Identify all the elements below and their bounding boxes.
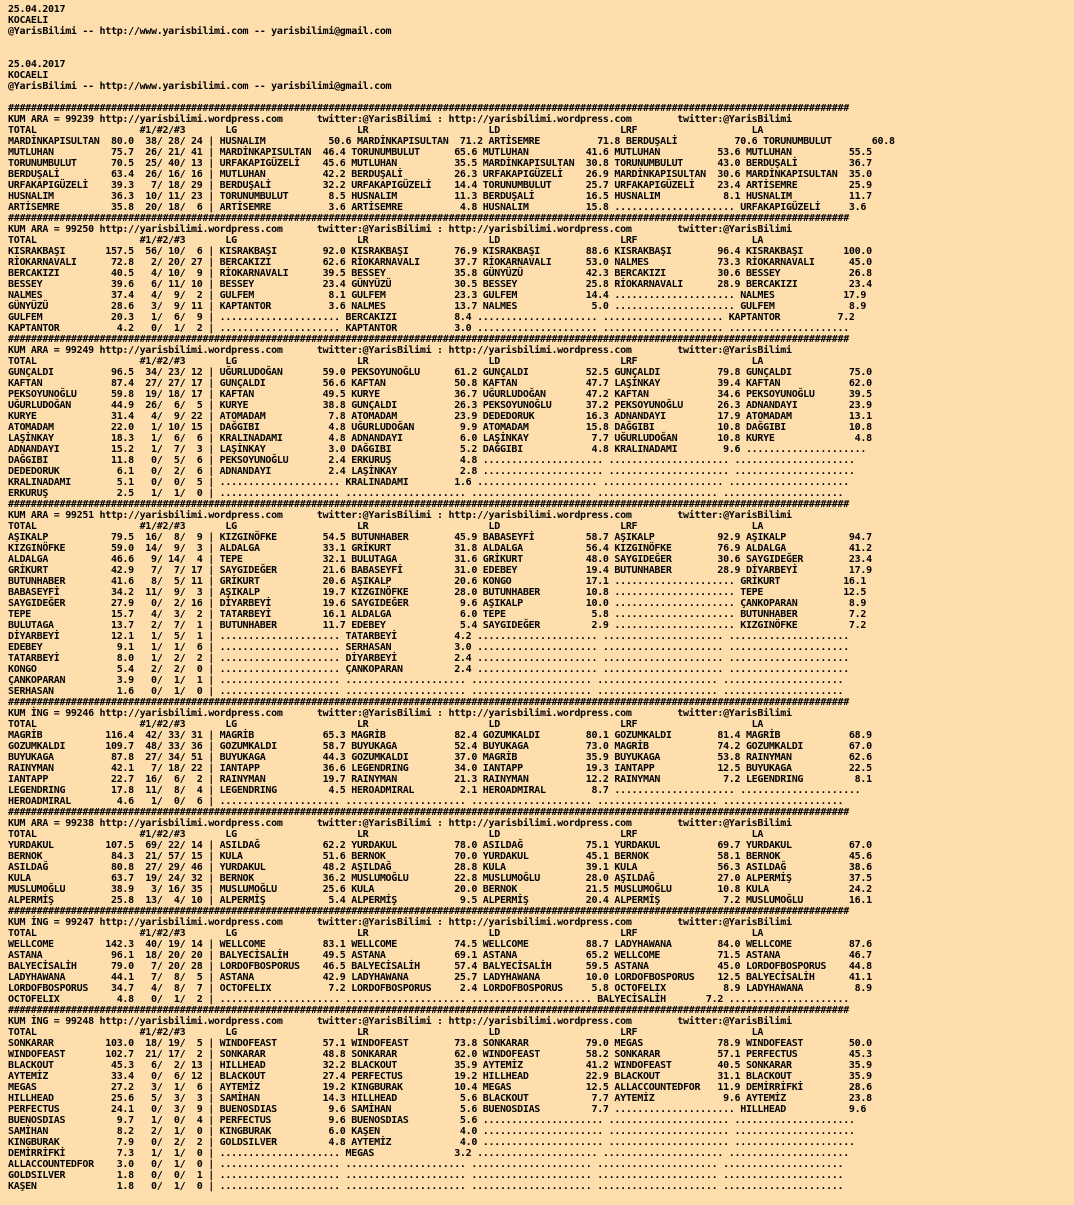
text-line: KIZGINÖFKE 59.0 14/ 9/ 3 | ALDALGA 33.1 GRİKURT 31.8 ALDALGA 56.4 KIZGINÖFKE 76.9 ALDALGA 41.2 [8,543,872,554]
text-line: KUM ARA = 99249 http://yarisbilimi.wordpress.com twitter:@YarisBilimi : http://yarisbilimi.wordpress.com twitter:@YarisBilimi [8,345,792,356]
text-line: BUTUNHABER 41.6 8/ 5/ 11 | GRİKURT 20.6 AŞIKALP 20.6 KONGO 17.1 ..................... GRİKURT 16.1 [8,576,867,587]
text-line: ################################################################################################################################################### [8,213,849,224]
text-line: NALMES 37.4 4/ 9/ 2 | GULFEM 8.1 GULFEM 23.3 GULFEM 14.4 ..................... NALMES 17.9 [8,290,867,301]
text-line: WELLCOME 142.3 40/ 19/ 14 | WELLCOME 83.1 WELLCOME 74.5 WELLCOME 88.7 LADYHAWANA 84.0 WELLCOME 87.6 [8,939,872,950]
text-line: KUM ARA = 99250 http://yarisbilimi.wordpress.com twitter:@YarisBilimi : http://yarisbilimi.wordpress.com twitter:@YarisBilimi [8,224,792,235]
text-line: ARTİSEMRE 35.8 20/ 18/ 6 | ARTİSEMRE 3.6 ARTİSEMRE 4.8 HUSNALIM 15.8 ..................... URFAKAPIGÜZELİ 3.6 [8,202,867,213]
text-line: SONKARAR 103.0 18/ 19/ 5 | WINDOFEAST 57.1 WINDOFEAST 73.8 SONKARAR 79.0 MEGAS 78.9 WINDOFEAST 50.0 [8,1038,872,1049]
text-line: BERNOK 84.3 21/ 57/ 15 | KULA 51.6 BERNOK 70.0 YURDAKUL 45.1 BERNOK 58.1 BERNOK 45.6 [8,851,872,862]
text-line: KULA 63.7 19/ 24/ 32 | BERNOK 36.2 MUSLUMOĞLU 22.8 MUSLUMOĞLU 28.0 AŞILDAĞ 27.0 ALPERMİŞ 37.5 [8,873,872,884]
text-line: KAŞEN 1.8 0/ 1/ 0 | ..................... ..................... ..................... ..................... ..................... [8,1181,844,1192]
text-line: ALDALGA 46.6 9/ 14/ 4 | TEPE 32.1 BULUTAGA 31.6 GRİKURT 48.0 SAYGIDEĞER 30.6 SAYGIDEĞER 23.4 [8,554,872,565]
text-line: MUTLUHAN 75.7 26/ 21/ 41 | MARDİNKAPISULTAN 46.4 TORUNUMBULUT 65.6 MUTLUHAN 41.6 MUTLUHAN 53.6 MUTLUHAN 55.5 [8,147,872,158]
text-line: TOTAL #1/#2/#3 LG LR LD LRF LA [8,356,764,367]
text-line: KOCAELI [8,70,49,81]
text-line: ################################################################################################################################################### [8,697,849,708]
text-line: TOTAL #1/#2/#3 LG LR LD LRF LA [8,521,764,532]
text-line: AŞIKALP 79.5 16/ 8/ 9 | KIZGINÖFKE 54.5 BUTUNHABER 45.9 BABASEYFİ 58.7 AŞIKALP 92.9 AŞIKALP 94.7 [8,532,872,543]
text-line: AYTEMİZ 33.4 0/ 6/ 12 | BLACKOUT 27.4 PERFECTUS 19.2 HILLHEAD 22.9 BLACKOUT 31.1 BLACKOUT 35.9 [8,1071,872,1082]
text-line: ################################################################################################################################################### [8,499,849,510]
text-line: ALLACCOUNTEDFOR 3.0 0/ 1/ 0 | ..................... ..................... ..................... ..................... ..................... [8,1159,844,1170]
text-line: KISRAKBAŞI 157.5 56/ 10/ 6 | KISRAKBAŞI 92.0 KISRAKBAŞI 76.9 KISRAKBAŞI 88.6 KISRAKBAŞI 96.4 KISRAKBAŞI 100.0 [8,246,872,257]
text-line: BULUTAGA 13.7 2/ 7/ 1 | BUTUNHABER 11.7 EDEBEY 5.4 SAYGIDEĞER 2.9 ..................... KIZGINÖFKE 7.2 [8,620,867,631]
text-line: KUM ARA = 99251 http://yarisbilimi.wordpress.com twitter:@YarisBilimi : http://yarisbilimi.wordpress.com twitter:@YarisBilimi [8,510,792,521]
text-line: BESSEY 39.6 6/ 11/ 10 | BESSEY 23.4 GÜNYÜZÜ 30.5 BESSEY 25.8 RİOKARNAVALI 28.9 BERCAKIZI 23.4 [8,279,872,290]
text-line: LADYHAWANA 44.1 7/ 8/ 5 | ASTANA 42.9 LADYHAWANA 25.7 LADYHAWANA 10.0 LORDOFBOSPORUS 12.5 BALYECİSALİH 41.1 [8,972,872,983]
text-line: LORDOFBOSPORUS 34.7 4/ 8/ 7 | OCTOFELIX 7.2 LORDOFBOSPORUS 2.4 LORDOFBOSPORUS 5.8 OCTOFELIX 8.9 LADYHAWANA 8.9 [8,983,872,994]
text-line: TOTAL #1/#2/#3 LG LR LD LRF LA [8,719,764,730]
text-line: KONGO 5.4 2/ 2/ 0 | ..................... ÇANKOPARAN 2.4 ..................... ..................... ..................... [8,664,849,675]
text-line: MUSLUMOĞLU 38.9 3/ 16/ 35 | MUSLUMOĞLU 25.6 KULA 20.0 BERNOK 21.5 MUSLUMOĞLU 10.8 KULA 24.2 [8,884,872,895]
text-line: EDEBEY 9.1 1/ 1/ 6 | ..................... SERHASAN 3.0 ..................... ..................... ..................... [8,642,849,653]
text-line: MARDİNKAPISULTAN 80.0 38/ 28/ 24 | HUSNALIM 50.6 MARDİNKAPISULTAN 71.2 ARTİSEMRE 71.8 BERDUŞALİ 70.6 TORUNUMBULUT 60.8 [8,136,895,147]
text-line: 25.04.2017 [8,59,66,70]
text-line: HEROADMIRAL 4.6 1/ 0/ 6 | ..................... ..................... ..................... ..................... ..................... [8,796,844,807]
text-line: KUM ARA = 99239 http://yarisbilimi.wordpress.com twitter:@YarisBilimi : http://yarisbilimi.wordpress.com twitter:@YarisBilimi [8,114,792,125]
text-line: TOTAL #1/#2/#3 LG LR LD LRF LA [8,928,764,939]
text-line: KURYE 31.4 4/ 9/ 22 | ATOMADAM 7.8 ATOMADAM 23.9 DEDEDORUK 16.3 ADNANDAYI 17.9 ATOMADAM 13.1 [8,411,872,422]
text-line: IANTAPP 22.7 16/ 6/ 2 | RAINYMAN 19.7 RAINYMAN 21.3 RAINYMAN 12.2 RAINYMAN 7.2 LEGENDRING 8.1 [8,774,872,785]
text-line: TOTAL #1/#2/#3 LG LR LD LRF LA [8,125,764,136]
text-line: LAŞİNKAY 18.3 1/ 6/ 6 | KRALINADAMI 4.8 ADNANDAYI 6.0 LAŞİNKAY 7.7 UĞURLUDOĞAN 10.8 KURYE 4.8 [8,433,872,444]
text-line: @YarisBilimi -- http://www.yarisbilimi.com -- yarisbilimi@gmail.com [8,81,392,92]
text-line: KAFTAN 87.4 27/ 27/ 17 | GUNÇALDI 56.6 KAFTAN 50.8 KAFTAN 47.7 LAŞİNKAY 39.4 KAFTAN 62.0 [8,378,872,389]
text-line: DEDEDORUK 6.1 0/ 2/ 6 | ADNANDAYI 2.4 LAŞİNKAY 2.8 ..................... ..................... ..................... [8,466,855,477]
text-line: KAPTANTOR 4.2 0/ 1/ 2 | ..................... KAPTANTOR 3.0 ..................... ..................... ..................... [8,323,849,334]
text-line: GRİKURT 42.9 7/ 7/ 17 | SAYGIDEĞER 21.6 BABASEYFİ 31.0 EDEBEY 19.4 BUTUNHABER 28.9 DİYARBEYİ 17.9 [8,565,872,576]
text-line: HILLHEAD 25.6 5/ 3/ 3 | SAMİHAN 14.3 HILLHEAD 5.6 BLACKOUT 7.7 AYTEMİZ 9.6 AYTEMİZ 23.8 [8,1093,872,1104]
text-line: @YarisBilimi -- http://www.yarisbilimi.com -- yarisbilimi@gmail.com [8,26,392,37]
text-line: ASTANA 96.1 18/ 20/ 20 | BALYECİSALİH 49.5 ASTANA 69.1 ASTANA 65.2 WELLCOME 71.5 ASTANA 46.7 [8,950,872,961]
text-line: PERFECTUS 24.1 0/ 3/ 9 | BUENOSDIAS 9.6 SAMİHAN 5.6 BUENOSDIAS 7.7 ..................... HILLHEAD 9.6 [8,1104,867,1115]
text-line: PEKSOYUNOĞLU 59.8 19/ 18/ 17 | KAFTAN 49.5 KURYE 36.7 UĞURLUDOĞAN 47.2 KAFTAN 34.6 PEKSOYUNOĞLU 39.5 [8,389,872,400]
text-line: TATARBEYİ 8.0 1/ 2/ 2 | ..................... DİYARBEYİ 2.4 ..................... ..................... ..................... [8,653,849,664]
text-line: ################################################################################################################################################### [8,334,849,345]
text-line: DEMİRRİFKİ 7.3 1/ 1/ 0 | ..................... MEGAS 3.2 ..................... ..................... ..................... [8,1148,849,1159]
text-line: BALYECİSALİH 79.0 7/ 20/ 28 | LORDOFBOSPORUS 46.5 BALYECİSALİH 57.4 BALYECİSALİH 59.5 ASTANA 45.0 LORDOFBOSPORUS 44.8 [8,961,872,972]
text-line: ERKURUŞ 2.5 1/ 1/ 0 | ..................... ..................... ..................... ..................... ..................... [8,488,844,499]
text-line: SAMİHAN 8.2 2/ 1/ 0 | KINGBURAK 6.0 KAŞEN 4.0 ..................... ..................... ..................... [8,1126,855,1137]
text-line: GOZUMKALDI 109.7 48/ 33/ 36 | GOZUMKALDI 58.7 BUYUKAGA 52.4 BUYUKAGA 73.0 MAGRİB 74.2 GOZUMKALDI 67.0 [8,741,872,752]
text-line [8,92,1074,103]
text-line: KOCAELI [8,15,49,26]
text-line: GÜNYÜZÜ 28.6 3/ 9/ 11 | KAPTANTOR 3.6 NALMES 13.7 NALMES 5.0 ..................... GULFEM 8.9 [8,301,867,312]
text-line: KUM İNG = 99248 http://yarisbilimi.wordpress.com twitter:@YarisBilimi : http://yarisbilimi.wordpress.com twitter:@YarisBilimi [8,1016,792,1027]
text-line: GULFEM 20.3 1/ 6/ 9 | ..................... BERCAKIZI 8.4 ..................... ..................... KAPTANTOR 7.2 [8,312,855,323]
text-line: TOTAL #1/#2/#3 LG LR LD LRF LA [8,829,764,840]
text-line: TOTAL #1/#2/#3 LG LR LD LRF LA [8,1027,764,1038]
text-line [8,48,1074,59]
text-line: SERHASAN 1.6 0/ 1/ 0 | ..................... ..................... ..................... ..................... ..................... [8,686,844,697]
text-line: MEGAS 27.2 3/ 1/ 6 | AYTEMİZ 19.2 KINGBURAK 10.4 MEGAS 12.5 ALLACCOUNTEDFOR 11.9 DEMİRRİFKİ 28.6 [8,1082,872,1093]
text-line: ADNANDAYI 15.2 1/ 7/ 3 | LAŞİNKAY 3.0 DAĞGIBI 5.2 DAĞGIBI 4.8 KRALINADAMI 9.6 ..................... [8,444,867,455]
text-line: ################################################################################################################################################### [8,103,849,114]
text-line: BUENOSDIAS 9.7 1/ 0/ 4 | PERFECTUS 9.6 BUENOSDIAS 5.6 ..................... ..................... ..................... [8,1115,855,1126]
text-line: WINDOFEAST 102.7 21/ 17/ 2 | SONKARAR 48.8 SONKARAR 62.0 WINDOFEAST 58.2 SONKARAR 57.1 PERFECTUS 45.3 [8,1049,872,1060]
text-line: BUYUKAGA 87.8 27/ 34/ 51 | BUYUKAGA 44.3 GOZUMKALDI 37.0 MAGRİB 35.9 BUYUKAGA 53.8 RAINYMAN 62.6 [8,752,872,763]
text-line: SAYGIDEĞER 27.9 0/ 2/ 16 | DİYARBEYİ 19.6 SAYGIDEĞER 9.6 AŞIKALP 10.0 ..................... ÇANKOPARAN 8.9 [8,598,867,609]
text-line: 25.04.2017 [8,4,66,15]
text-line: BLACKOUT 45.3 6/ 2/ 13 | HILLHEAD 32.2 BLACKOUT 35.9 AYTEMİZ 41.2 WINDOFEAST 40.5 SONKARAR 35.9 [8,1060,872,1071]
text-line: ATOMADAM 22.0 1/ 10/ 15 | DAĞGIBI 4.8 UĞURLUDOĞAN 9.9 ATOMADAM 15.8 DAĞGIBI 10.8 DAĞGIBI 10.8 [8,422,872,433]
text-line: KUM İNG = 99246 http://yarisbilimi.wordpress.com twitter:@YarisBilimi : http://yarisbilimi.wordpress.com twitter:@YarisBilimi [8,708,792,719]
text-line: GOLDSILVER 1.8 0/ 0/ 1 | ..................... ..................... ..................... ..................... ..................... [8,1170,844,1181]
text-line: KUM ARA = 99238 http://yarisbilimi.wordpress.com twitter:@YarisBilimi : http://yarisbilimi.wordpress.com twitter:@YarisBilimi [8,818,792,829]
text-line: RİOKARNAVALI 72.8 2/ 20/ 27 | BERCAKIZI 62.6 RİOKARNAVALI 37.7 RİOKARNAVALI 53.0 NALMES 73.3 RİOKARNAVALI 45.0 [8,257,872,268]
text-line: MAGRİB 116.4 42/ 33/ 31 | MAGRİB 65.3 MAGRİB 82.4 GOZUMKALDI 80.1 GOZUMKALDI 81.4 MAGRİB 68.9 [8,730,872,741]
text-line: KINGBURAK 7.9 0/ 2/ 2 | GOLDSILVER 4.8 AYTEMİZ 4.0 ..................... ..................... ..................... [8,1137,855,1148]
text-line: DİYARBEYİ 12.1 1/ 5/ 1 | ..................... TATARBEYİ 4.2 ..................... ..................... ..................... [8,631,849,642]
text-line: KRALINADAMI 5.1 0/ 0/ 5 | ..................... KRALINADAMI 1.6 ..................... ..................... ..................... [8,477,849,488]
text-line: OCTOFELIX 4.8 0/ 1/ 2 | ..................... ..................... ..................... BALYECİSALİH 7.2 ..................... [8,994,849,1005]
text-line: URFAKAPIGÜZELİ 39.3 7/ 18/ 29 | BERDUŞALİ 32.2 URFAKAPIGÜZELİ 14.4 TORUNUMBULUT 25.7 URFAKAPIGÜZELİ 23.4 ARTİSEMRE 25.9 [8,180,872,191]
text-line: BABASEYFİ 34.2 11/ 9/ 3 | AŞIKALP 19.7 KIZGINÖFKE 28.0 BUTUNHABER 10.8 ..................... TEPE 12.5 [8,587,867,598]
text-line: TOTAL #1/#2/#3 LG LR LD LRF LA [8,235,764,246]
text-line: LEGENDRING 17.8 11/ 8/ 4 | LEGENDRING 4.5 HEROADMIRAL 2.1 HEROADMIRAL 8.7 ..................... ..................... [8,785,861,796]
text-line: RAINYMAN 42.1 7/ 18/ 22 | IANTAPP 36.6 LEGENDRING 34.0 IANTAPP 19.3 IANTAPP 12.5 BUYUKAGA 22.5 [8,763,872,774]
text-line: BERCAKIZI 40.5 4/ 10/ 9 | RİOKARNAVALI 39.5 BESSEY 35.8 GÜNYÜZÜ 42.3 BERCAKIZI 30.6 BESSEY 26.8 [8,268,872,279]
text-line: BERDUŞALİ 63.4 26/ 16/ 16 | MUTLUHAN 42.2 BERDUŞALİ 26.3 URFAKAPIGÜZELİ 26.9 MARDİNKAPISULTAN 30.6 MARDİNKAPISULTAN 35.0 [8,169,872,180]
text-line: KUM İNG = 99247 http://yarisbilimi.wordpress.com twitter:@YarisBilimi : http://yarisbilimi.wordpress.com twitter:@YarisBilimi [8,917,792,928]
text-line: ################################################################################################################################################### [8,906,849,917]
text-line: UĞURLUDOĞAN 44.9 26/ 6/ 5 | KURYE 38.8 GUNÇALDI 26.3 PEKSOYUNOĞLU 37.2 PEKSOYUNOĞLU 26.3 ADNANDAYI 23.9 [8,400,872,411]
text-line: ALPERMİŞ 25.8 13/ 4/ 10 | ALPERMİŞ 5.4 ALPERMİŞ 9.5 ALPERMİŞ 20.4 ALPERMİŞ 7.2 MUSLUMOĞLU 16.1 [8,895,872,906]
text-line: ################################################################################################################################################### [8,1005,849,1016]
text-line: ASILDAĞ 80.8 27/ 29/ 46 | YURDAKUL 48.2 AŞILDAĞ 28.8 KULA 39.1 KULA 56.3 ASILDAĞ 38.6 [8,862,872,873]
text-line: ÇANKOPARAN 3.9 0/ 1/ 1 | ..................... ..................... ..................... ..................... ..................... [8,675,844,686]
text-line: ################################################################################################################################################### [8,807,849,818]
text-line: DAĞGIBI 11.8 0/ 5/ 6 | PEKSOYUNOĞLU 2.4 ERKURUŞ 4.8 ..................... ..................... ..................... [8,455,855,466]
text-line: HUSNALIM 36.3 10/ 11/ 23 | TORUNUMBULUT 8.5 HUSNALIM 11.3 BERDUŞALİ 16.5 HUSNALIM 8.1 HUSNALIM 11.7 [8,191,872,202]
text-line: GUNÇALDI 96.5 34/ 23/ 12 | UĞURLUDOĞAN 59.0 PEKSOYUNOĞLU 61.2 GUNÇALDI 52.5 GUNÇALDI 79.8 GUNÇALDI 75.0 [8,367,872,378]
text-line: TEPE 15.7 4/ 3/ 2 | TATARBEYİ 16.1 ALDALGA 6.0 TEPE 5.8 ..................... BUTUNHABER 7.2 [8,609,867,620]
text-line [8,37,1074,48]
text-line: TORUNUMBULUT 70.5 25/ 40/ 13 | URFAKAPIGÜZELİ 45.6 MUTLUHAN 35.5 MARDİNKAPISULTAN 30.8 TORUNUMBULUT 43.0 BERDUŞALİ 36.7 [8,158,872,169]
text-line: YURDAKUL 107.5 69/ 22/ 14 | ASILDAĞ 62.2 YURDAKUL 78.0 ASILDAĞ 75.1 YURDAKUL 69.7 YURDAKUL 67.0 [8,840,872,851]
